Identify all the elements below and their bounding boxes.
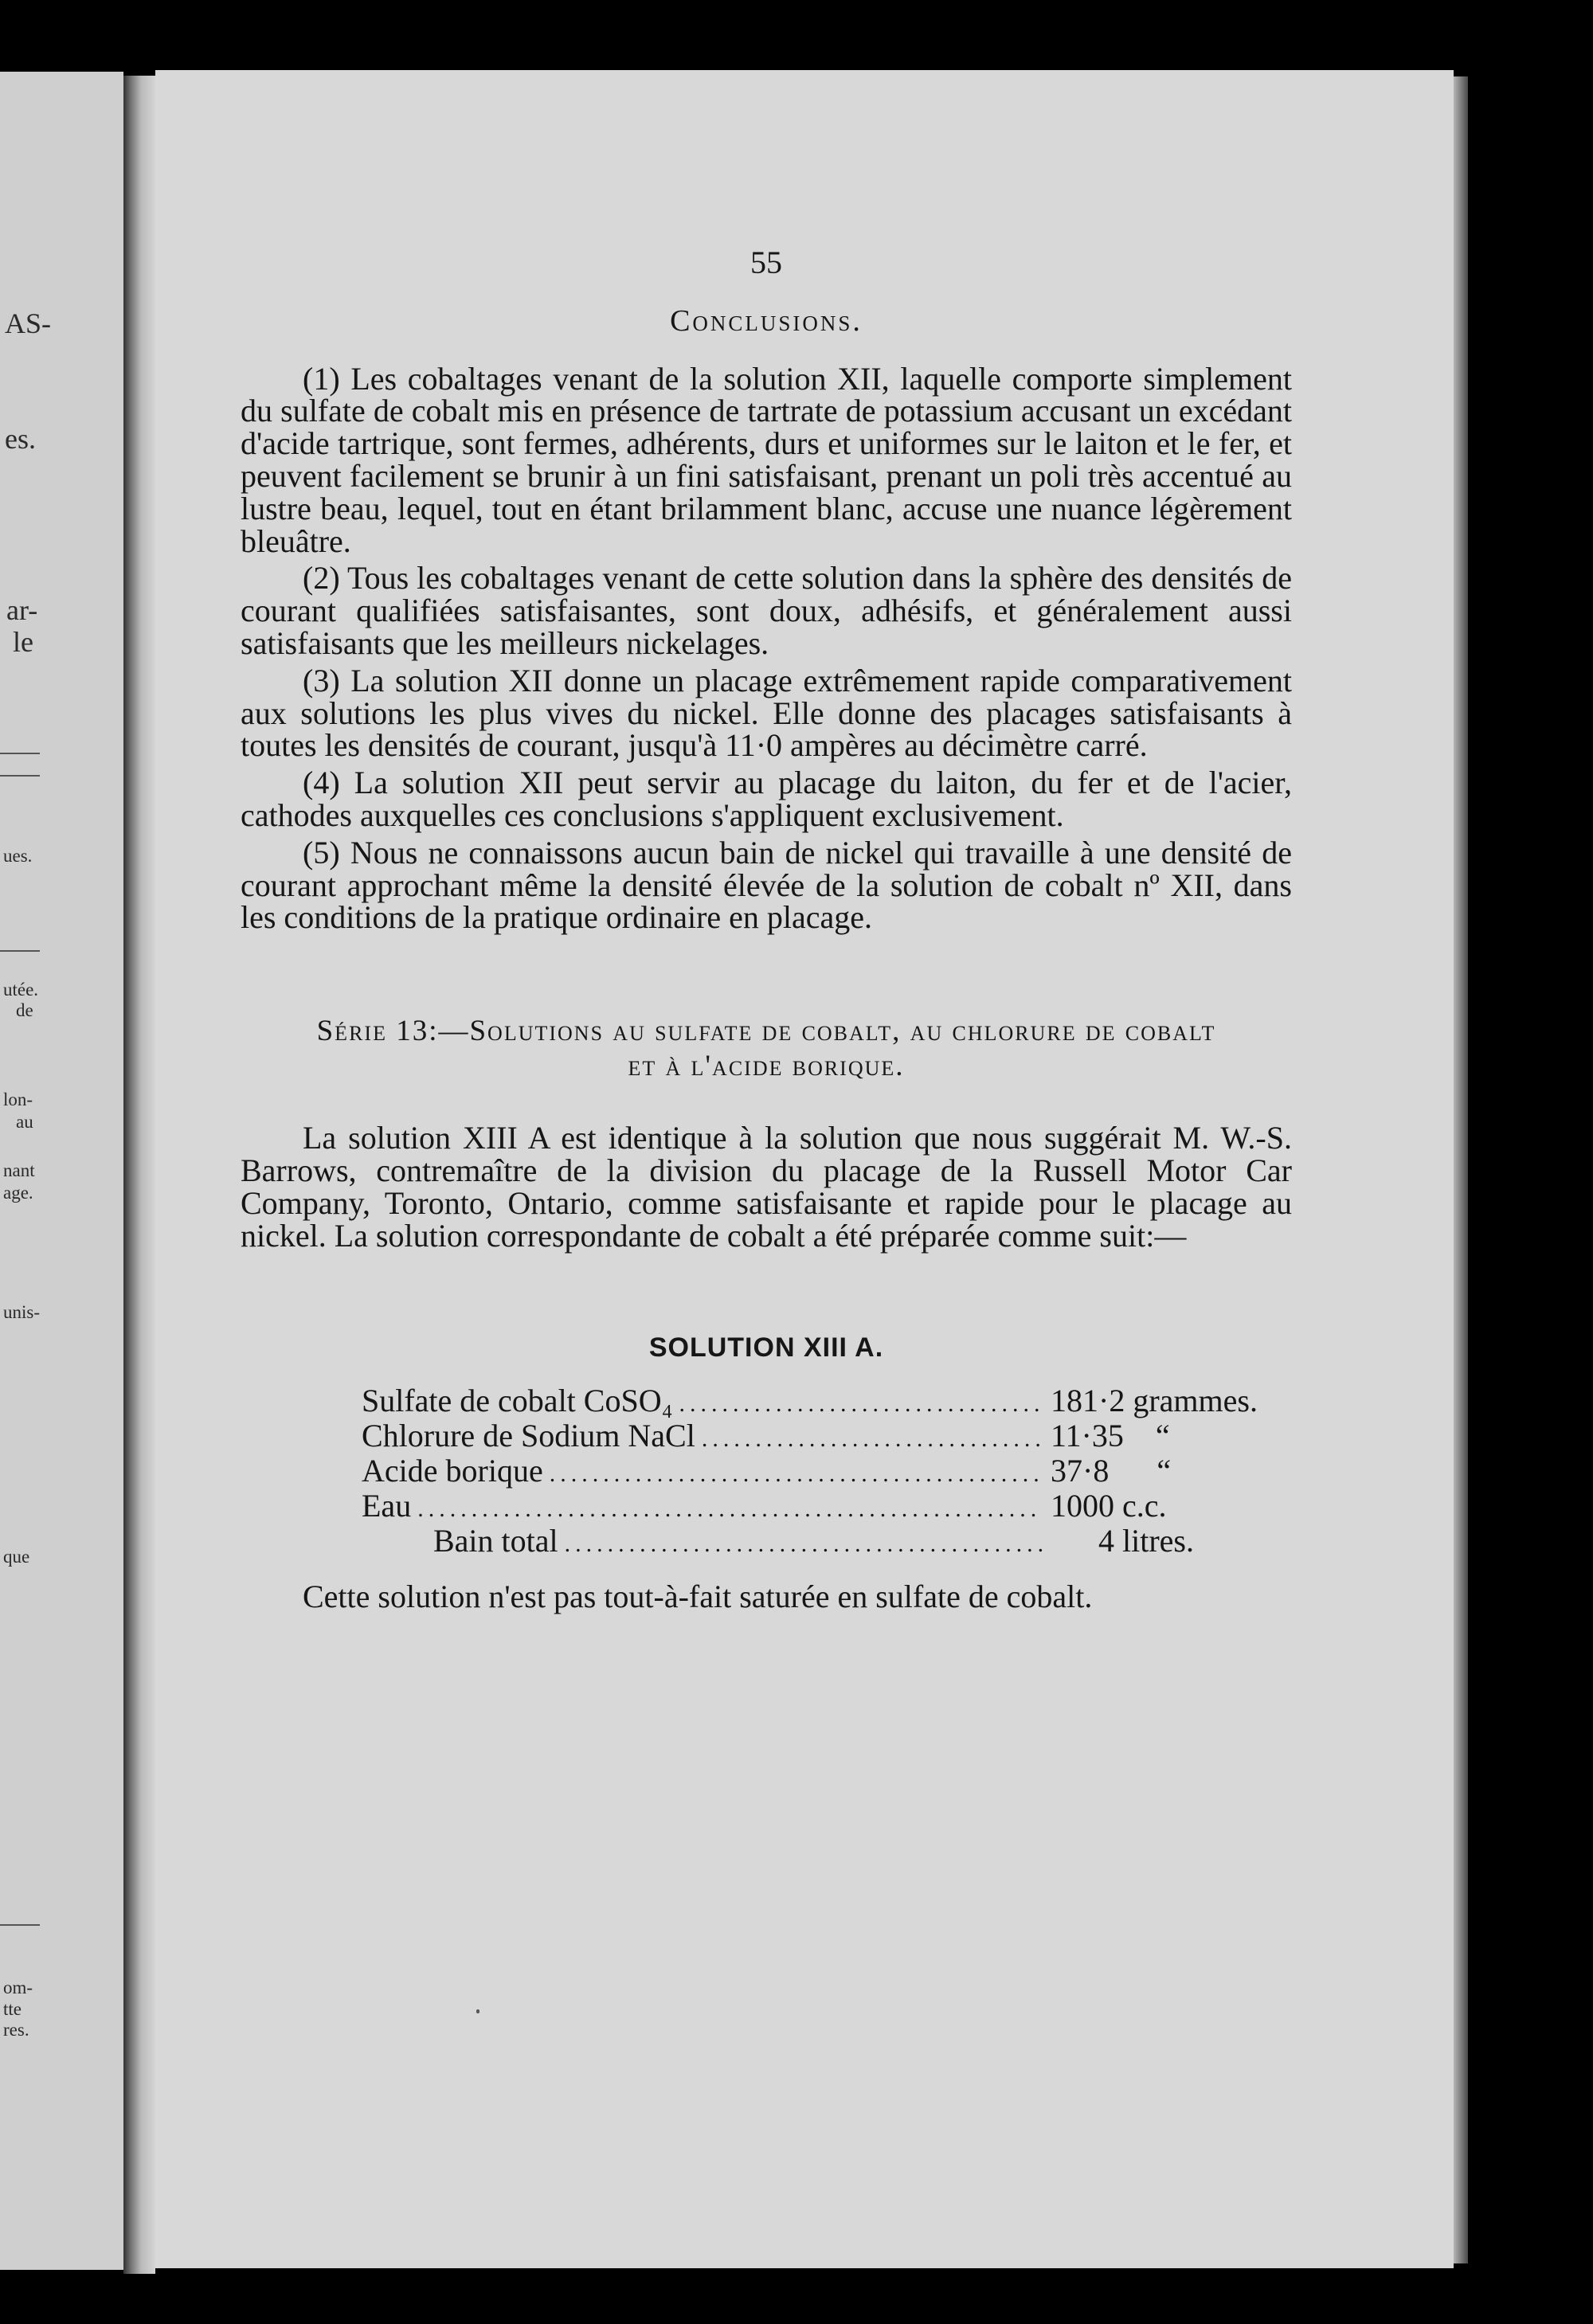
conclusion-paragraph: (5) Nous ne connaissons aucun bain de nickel qui travaille à une densité de courant approchant même la densité élevée de la solution de cobalt nº XII, dans les conditions de la pratique ordinaire en placage.	[241, 834, 1292, 936]
intro-paragraph: La solution XIII A est identique à la solution que nous suggérait M. W.-S. Barrows, contremaître de la division du placage de la Russell Motor Car Company, Toronto, Ontario, comme satisfaisante et rapide pour le placage au nickel. La solution correspondante de cobalt a été préparée comme suit:—	[241, 1120, 1292, 1254]
conclusion-paragraph: (4) La solution XII peut servir au placage du laiton, du fer et de l'acier, cathodes auxquelles ces conclusions s'appliquent exclusivement.	[241, 765, 1292, 833]
dot-leader	[679, 1388, 1043, 1421]
page-content	[241, 247, 1292, 1614]
facing-page-rule	[0, 950, 40, 952]
closing-note: Cette solution n'est pas tout-à-fait saturée en sulfate de cobalt.	[303, 1579, 1093, 1615]
conclusion-paragraph: (2) Tous les cobaltages venant de cette solution dans la sphère des densités de courant qualifiées satisfaisantes, sont doux, adhésifs, et généralement aussi satisfaisants que les meilleurs nickelages.	[241, 560, 1292, 661]
ingredient-label: Eau	[362, 1488, 412, 1524]
facing-page-fragment: que	[3, 1547, 30, 1567]
table-row	[362, 1385, 1294, 1420]
ingredient-label: Chlorure de Sodium NaCl	[362, 1418, 695, 1454]
series-heading-line: Série 13:—Solutions au sulfate de cobalt, au chlorure de cobalt	[316, 1015, 1216, 1048]
dot-leader	[702, 1423, 1043, 1456]
dot-leader	[417, 1493, 1043, 1526]
facing-page-fragment: ues.	[3, 846, 33, 866]
ingredient-amount: 1000 c.c.	[1051, 1488, 1167, 1524]
ingredient-amount: 4 litres.	[1098, 1523, 1194, 1559]
series-heading-line: et à l'acide borique.	[628, 1050, 905, 1083]
facing-page-fragment: unis-	[3, 1302, 40, 1322]
conclusion-paragraph: (3) La solution XII donne un placage extrêmement rapide comparativement aux solutions les plus vives du nickel. Elle donne des placages satisfaisants à toutes les densités de courant, jusqu'à 11·0 ampères au décimètre carré.	[241, 662, 1292, 764]
ingredient-label: Acide borique	[362, 1453, 543, 1489]
conclusion-paragraph: (1) Les cobaltages venant de la solution XII, laquelle comporte simplement du sulfate de cobalt mis en présence de tartrate de potassium accusant un excédant d'acide tartrique, sont fermes, adhérents, durs et uniformes sur le laiton et le fer, et peuvent facilement se brunir à un fini satisfaisant, prenant un poli très accentué au lustre beau, lequel, tout en étant brilamment blanc, accuse une nuance légèrement bleuâtre.	[241, 360, 1292, 559]
facing-page-fragment: au	[16, 1112, 33, 1132]
print-speck	[476, 2009, 479, 2013]
facing-page-fragment: de	[16, 1000, 33, 1020]
facing-page-fragment: ar-	[6, 594, 38, 626]
table-row	[362, 1420, 1294, 1455]
facing-page-fragment: le	[13, 626, 33, 658]
page-edge-shadow	[1454, 76, 1468, 2263]
facing-page-fragment: nant	[3, 1160, 35, 1180]
facing-page-fragment: age.	[3, 1183, 33, 1203]
facing-page-fragment: AS-	[5, 307, 52, 339]
dot-leader	[550, 1458, 1043, 1491]
facing-page-fragment: res.	[3, 2020, 29, 2040]
facing-page-edge	[0, 72, 123, 2270]
series-heading	[241, 1014, 1292, 1084]
facing-page-rule	[0, 775, 40, 777]
table-row	[362, 1455, 1294, 1490]
ingredient-amount: 11·35 “	[1051, 1418, 1170, 1454]
table-row	[362, 1490, 1294, 1525]
ingredient-label: Bain total	[433, 1523, 558, 1559]
dot-leader	[565, 1528, 1043, 1561]
section-heading: Conclusions.	[670, 303, 863, 338]
table-row-total	[362, 1525, 1294, 1560]
solution-title: SOLUTION XIII A.	[648, 1332, 884, 1363]
facing-page-fragment: es.	[5, 423, 36, 455]
ingredient-amount: 37·8 “	[1051, 1453, 1172, 1489]
facing-page-rule	[0, 1924, 40, 1926]
facing-page-fragment: om-	[3, 1978, 33, 1997]
facing-page-fragment: tte	[3, 1999, 22, 2019]
facing-page-rule	[0, 753, 40, 754]
facing-page-fragment: lon-	[3, 1090, 33, 1109]
book-spine	[123, 76, 155, 2274]
page-number: 55	[750, 245, 782, 280]
ingredient-amount: 181·2 grammes.	[1051, 1383, 1258, 1419]
facing-page-fragment: utée.	[3, 980, 39, 1000]
composition-table	[362, 1385, 1294, 1560]
ingredient-label: Sulfate de cobalt CoSO₄	[362, 1383, 673, 1419]
